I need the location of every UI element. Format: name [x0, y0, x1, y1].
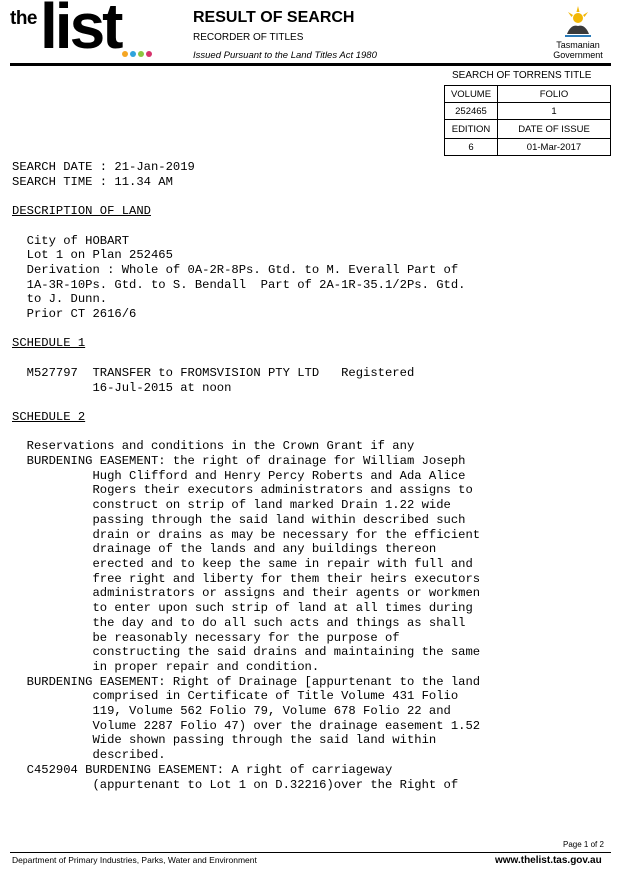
section-heading: DESCRIPTION OF LAND — [12, 204, 151, 219]
logo-dot — [122, 51, 128, 57]
folio-label: FOLIO — [498, 86, 611, 103]
logo-dot — [138, 51, 144, 57]
logo-dot — [130, 51, 136, 57]
page-subtitle: RECORDER OF TITLES — [193, 32, 304, 43]
thelist-logo — [10, 0, 150, 62]
volume-value: 252465 — [445, 103, 498, 120]
logo-list-text: list — [40, 0, 121, 62]
torrens-title-heading: SEARCH OF TORRENS TITLE — [452, 70, 592, 81]
volume-label: VOLUME — [445, 86, 498, 103]
edition-value: 6 — [445, 139, 498, 156]
logo-dots — [122, 51, 152, 57]
date-of-issue-label: DATE OF ISSUE — [498, 120, 611, 139]
header-divider — [10, 63, 611, 66]
govt-crest-icon — [561, 4, 595, 38]
logo-dot — [146, 51, 152, 57]
edition-label: EDITION — [445, 120, 498, 139]
title-search-body: SEARCH DATE : 21-Jan-2019 SEARCH TIME : 11.34 AM DESCRIPTION OF LAND City of HOBART Lot 1 on Plan 252465 Derivation : Whole of 0A-2R-8Ps. Gtd. to M. Everall Part of 1A-3R-10Ps. Gtd. to S. Bendall Part of 2A-1R-35.1/2Ps. Gtd. to J. Dunn. Prior CT 2616/6 SCHEDULE 1 M527797 TRANSFER to FROMSVISION PTY LTD Registered 16-Jul-2015 at noon SCHEDULE 2 Reservations and conditions in the Crown Grant if any BURDENING EASEMENT: the right of drainage for William Joseph Hugh Clifford and Henry Percy Roberts and Ada Alice Rogers their executors administrators and assigns to construct on strip of land marked Drain 1.22 wide passing through the said land within described such drain or drains as may be necessary for the efficient drainage of the lands and any buildings thereon erected and to keep the same in repair with full and free right and liberty for them their heirs executors administrators or assigns and their agents or workmen to enter upon such strip of land at all times during the day and to do all such acts and things as shall be reasonably necessary for the purpose of constructing the said drains and maintaining the same in proper repair and condition. BURDENING EASEMENT: Right of Drainage [appurtenant to the land comprised in Certificate of Title Volume 431 Folio 119, Volume 562 Folio 79, Volume 678 Folio 22 and Volume 2287 Folio 47) over the drainage easement 1.52 Wide shown passing through the said land within described. C452904 BURDENING EASEMENT: A right of carriageway (appurtenant to Lot 1 on D.32216)over the Right of — [12, 160, 481, 792]
tasmanian-government-logo — [540, 4, 616, 62]
website-url: www.thelist.tas.gov.au — [495, 855, 602, 866]
folio-value: 1 — [498, 103, 611, 120]
section-heading: SCHEDULE 1 — [12, 336, 86, 351]
department-name: Department of Primary Industries, Parks, Water and Environment — [12, 855, 257, 865]
logo-the-text: the — [10, 8, 37, 29]
date-of-issue-value: 01-Mar-2017 — [498, 139, 611, 156]
footer-divider — [10, 852, 611, 853]
govt-line1: Tasmanian — [556, 40, 600, 50]
torrens-title-table — [444, 85, 611, 156]
govt-line2: Government — [553, 50, 603, 60]
section-heading: SCHEDULE 2 — [12, 409, 86, 424]
act-reference: Issued Pursuant to the Land Titles Act 1980 — [193, 50, 377, 61]
page-number: Page 1 of 2 — [563, 840, 604, 849]
page-title: RESULT OF SEARCH — [193, 9, 355, 26]
